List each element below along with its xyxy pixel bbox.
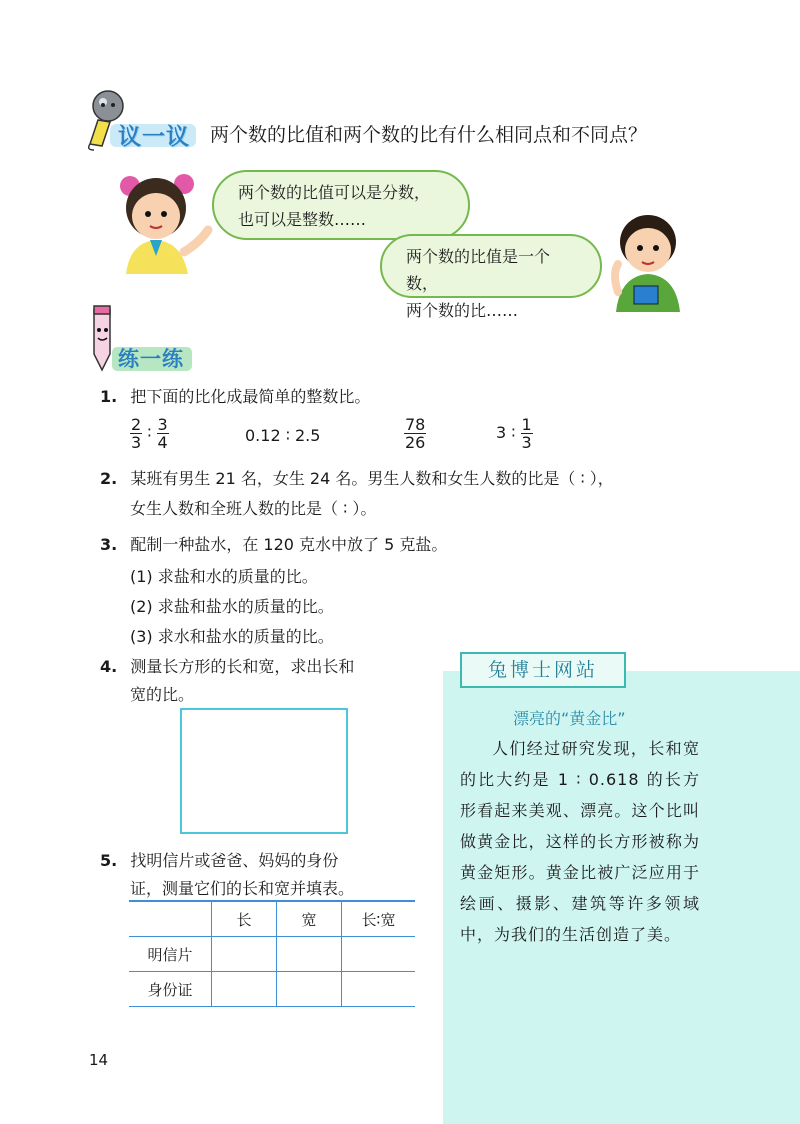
table-cell: 身份证	[129, 972, 212, 1007]
measure-rectangle	[180, 708, 348, 834]
practice-title: 练一练	[118, 343, 184, 373]
table-cell[interactable]	[342, 972, 416, 1007]
sidebar-body: 人们经过研究发现，长和宽的比大约是 1 ∶ 0.618 的长方形看起来美观、漂亮。这个比叫做黄金比，这样的长方形被称为黄金矩形。黄金比被广泛应用于绘画、摄影、建筑等许多领域中，为我们的生活创造了美。	[460, 739, 700, 944]
table-row	[129, 937, 415, 972]
question-4-number: 4.	[100, 657, 118, 676]
question-4	[100, 654, 354, 677]
fraction	[130, 416, 142, 451]
table-row	[129, 972, 415, 1007]
question-3-sub-1: (1) 求盐和水的质量的比。	[130, 567, 318, 586]
q1-item-3	[404, 416, 426, 451]
question-5	[100, 848, 338, 871]
q1-item-4	[496, 416, 533, 451]
fraction	[404, 416, 426, 451]
ratio-prefix: 3 ∶	[496, 423, 516, 442]
table-cell[interactable]	[277, 937, 342, 972]
q1-item-2: 0.12 ∶ 2.5	[245, 426, 321, 445]
table-cell[interactable]	[342, 937, 416, 972]
discuss-title: 议一议	[118, 118, 190, 151]
bubble2-line2: 两个数的比……	[406, 301, 519, 320]
table-header-cell: 长	[212, 901, 277, 937]
table-cell: 明信片	[129, 937, 212, 972]
question-3-sub-2: (2) 求盐和盐水的质量的比。	[130, 597, 334, 616]
q1-item-1	[130, 416, 169, 451]
fraction	[157, 416, 169, 451]
sidebar-tab-title: 兔博士网站	[460, 652, 626, 688]
discuss-question: 两个数的比值和两个数的比有什么相同点和不同点？	[210, 124, 648, 146]
numerator: 78	[405, 415, 426, 434]
page-number: 14	[89, 1051, 109, 1069]
table-header-cell	[129, 901, 212, 937]
girl-illustration	[108, 168, 220, 274]
question-5-line1: 找明信片或爸爸、妈妈的身份	[130, 851, 339, 870]
pencil-icon	[84, 304, 120, 374]
bubble1-line2: 也可以是整数……	[238, 210, 367, 229]
question-1	[100, 384, 370, 407]
table-cell[interactable]	[212, 972, 277, 1007]
table-cell[interactable]	[277, 972, 342, 1007]
table-cell[interactable]	[212, 937, 277, 972]
question-2-line2: 女生人数和全班人数的比是（ ∶ ）。	[130, 499, 377, 518]
ratio-sign: ∶	[147, 423, 152, 442]
question-3-sub-3: (3) 求水和盐水的质量的比。	[130, 627, 334, 646]
question-5-line2: 证，测量它们的长和宽并填表。	[130, 879, 355, 898]
table-header-row	[129, 901, 415, 937]
question-2-number: 2.	[100, 469, 118, 488]
sidebar-heading: 漂亮的“黄金比”	[513, 709, 626, 728]
question-1-number: 1.	[100, 387, 118, 406]
table-header-cell: 长∶宽	[342, 901, 416, 937]
question-5-number: 5.	[100, 851, 118, 870]
denominator: 3	[131, 433, 142, 452]
fraction	[521, 416, 533, 451]
question-1-text: 把下面的比化成最简单的整数比。	[130, 387, 371, 406]
numerator: 2	[131, 415, 142, 434]
bubble1-line1: 两个数的比值可以是分数，	[238, 183, 431, 202]
numerator: 3	[157, 415, 168, 434]
boy-speech-bubble	[380, 234, 602, 320]
question-2	[100, 466, 614, 489]
measure-table	[129, 900, 415, 1007]
question-3-number: 3.	[100, 535, 118, 554]
question-3	[100, 532, 447, 555]
bubble2-line1: 两个数的比值是一个数，	[406, 247, 551, 293]
boy-illustration	[604, 212, 686, 312]
denominator: 26	[405, 433, 426, 452]
question-4-line1: 测量长方形的长和宽，求出长和	[130, 657, 355, 676]
denominator: 3	[521, 433, 532, 452]
table-header-cell: 宽	[277, 901, 342, 937]
denominator: 4	[157, 433, 168, 452]
question-3-text: 配制一种盐水，在 120 克水中放了 5 克盐。	[130, 535, 448, 554]
question-4-line2: 宽的比。	[130, 685, 195, 704]
girl-speech-bubble	[212, 170, 470, 240]
numerator: 1	[521, 415, 532, 434]
question-2-line1: 某班有男生 21 名，女生 24 名。男生人数和女生人数的比是（ ∶ ），	[130, 469, 614, 488]
